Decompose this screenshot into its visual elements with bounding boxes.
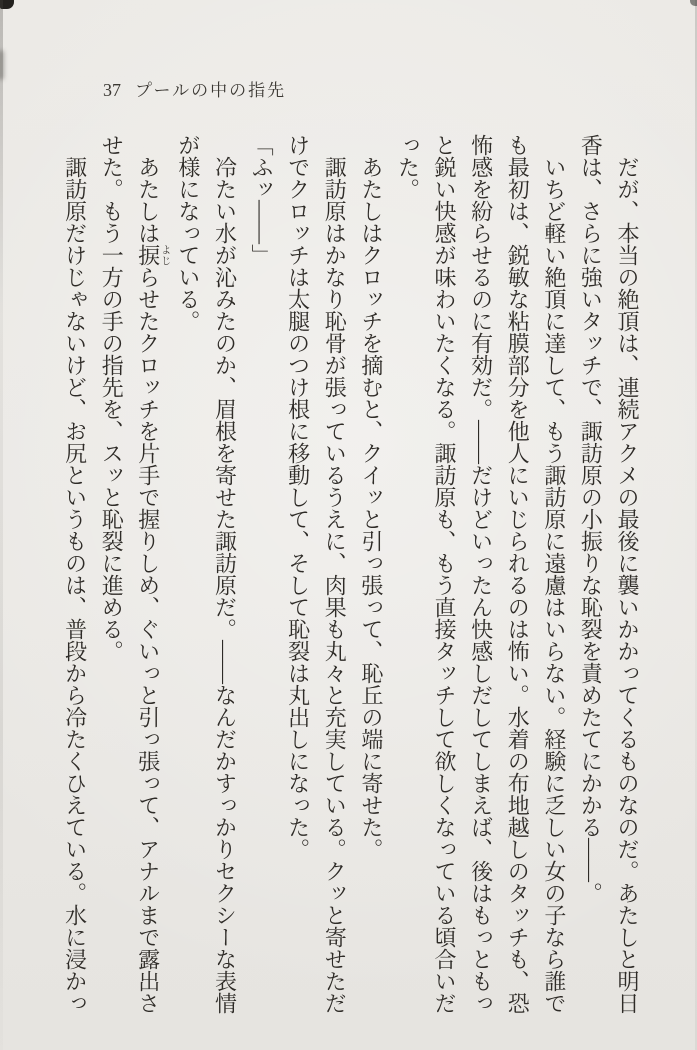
ruby-annotated-kanji: 捩よじ [135, 244, 170, 266]
running-head [103, 76, 286, 101]
paragraph: 冷たい水が沁みたのか、眉根を寄せた諏訪原だ。――なんだかすっかりセクシーな表情が様になっている。 [175, 134, 238, 1014]
chapter-title: プールの中の指先 [135, 81, 287, 100]
paragraph: 諏訪原だけじゃないけど、お尻というものは、普段から冷たくひえている。水に浸かっ [62, 156, 88, 1014]
paragraph: 諏訪原はかなり恥骨が張っているうえに、肉果も丸々と充実している。クッと寄せただけでクロッチは太腿のつけ根に移動して、そして恥裂は丸出しになった。 [285, 134, 348, 1014]
paragraph: いちど軽い絶頂に達して、もう諏訪原に遠慮はいらない。経験に乏しい女の子なら誰でも最初は、鋭敏な粘膜部分を他人にいじられるのは怖い。水着の布地越しのタッチも、恐怖感を紛らせるのに有効だ。――だけどいったん快感しだしてしまえば、後はもっともっと鋭い快感が味わいたくなる。諏訪原も、もう直接タッチして欲しくなっている頃合いだった。 [395, 134, 567, 1014]
paragraph: 「ふッ――」 [249, 134, 275, 266]
body-text [51, 134, 645, 1018]
scan-edge-shadow-left [0, 0, 3, 1050]
paragraph: あたしはクロッチを摘むと、クイッと引っ張って、恥丘の端に寄せた。 [358, 156, 384, 860]
page-number: 37 [103, 80, 121, 100]
paragraph: あたしは捩よじらせたクロッチを片手で握りしめ、ぐいっと引っ張って、アナルまで露出させた。もう一方の手の指先を、スッと恥裂に進める。 [99, 134, 170, 1014]
paragraph: だが、本当の絶頂は、連続アクメの最後に襲いかかってくるものなのだ。あたしと明日香は、さらに強いタッチで、諏訪原の小振りな恥裂を責めたてにかかる――。 [578, 134, 640, 1014]
